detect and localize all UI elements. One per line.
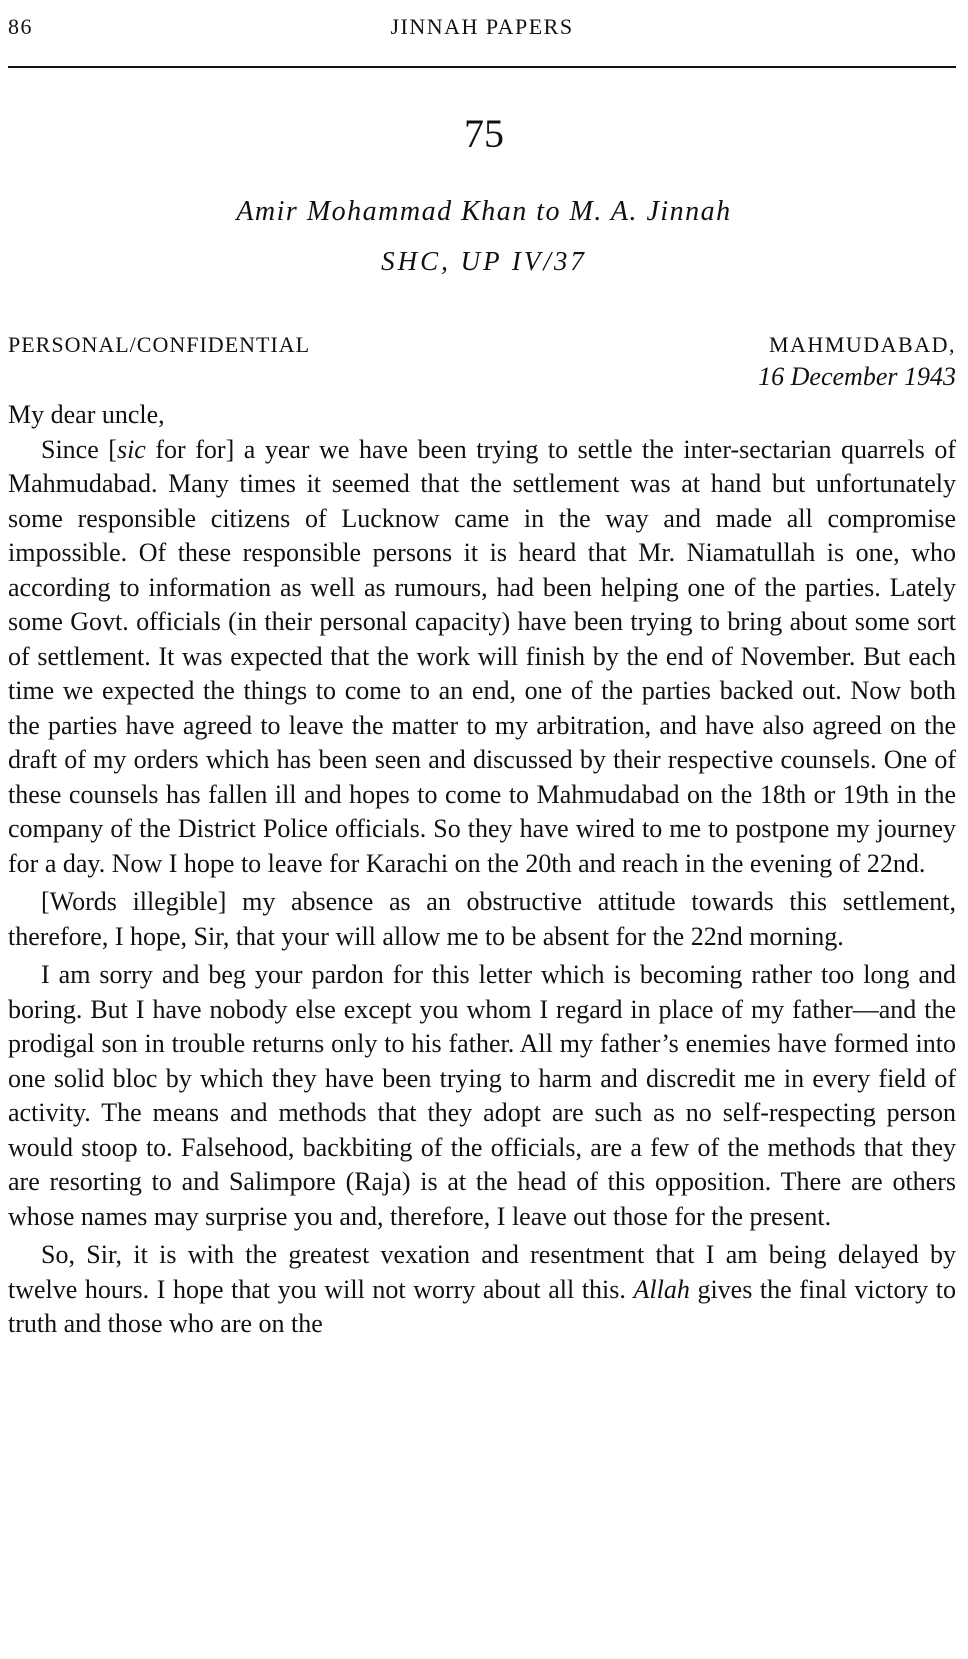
document-title: Amir Mohammad Khan to M. A. Jinnah <box>236 196 732 227</box>
paragraph-4-text-a: So, Sir, it is with the greatest vexation and resentment that I am being delayed by twelve hours. I hope that you will not worry about all this. <box>8 1240 956 1304</box>
letter-date: 16 December 1943 <box>758 362 956 391</box>
running-header <box>8 14 956 46</box>
sic-note: sic <box>116 434 146 464</box>
paragraph-1-text-b: for for] a year we have been trying to settle the inter-sectarian quarrels of Mahmudabad. Many times it seemed that the settlement was at hand but unfortunately some responsible citizens of Lucknow came in the way and made all compromise impossible. Of these responsible persons it is heard that Mr. Niamatullah is one, who according to information as well as rumours, had been helping one of the parties. Lately some Govt. officials (in their personal capacity) have been trying to bring about some sort of settlement. It was expected that the work will finish by the end of November. But each time we expected the things to come to an end, one of the parties backed out. Now both the parties have agreed to leave the matter to my arbitration, and have also agreed on the draft of my orders which has been seen and discussed by their respective counsels. One of these counsels has fallen ill and hopes to come to Mahmudabad on the 18th or 19th in the company of the District Police officials. So they have wired to me to postpone my journey for a day. Now I hope to leave for Karachi on the 20th and reach in the evening of 22nd. <box>8 434 956 878</box>
header-rule <box>8 66 956 68</box>
paragraph-3: I am sorry and beg your pardon for this letter which is becoming rather too long and boring. But I have nobody else except you whom I regard in place of my father—and the prodigal son in trouble returns only to his father. All my father’s enemies have formed into one solid bloc by which they have been trying to harm and discredit me in every field of activity. The means and methods that they adopt are such as no self-respecting person would stoop to. Falsehood, backbiting of the officials, are a few of the methods that they are resorting to and Salimpore (Raja) is at the head of this opposition. There are others whose names may surprise you and, therefore, I leave out those for the present. <box>8 960 956 1231</box>
document-number: 75 <box>464 111 504 156</box>
paragraph-1-text-a: Since [ <box>41 434 117 464</box>
page-number: 86 <box>8 14 33 39</box>
classification-label: PERSONAL/CONFIDENTIAL <box>8 332 311 357</box>
book-title: JINNAH PAPERS <box>390 14 574 39</box>
allah-word: Allah <box>633 1274 690 1304</box>
paragraph-1 <box>8 433 956 882</box>
letter-place: MAHMUDABAD, <box>768 332 956 357</box>
letter-body <box>8 398 956 1342</box>
document-source: SHC, UP IV/37 <box>381 246 587 276</box>
salutation: My dear uncle, <box>8 400 165 429</box>
paragraph-2: [Words illegible] my absence as an obstructive attitude towards this settlement, therefore, I hope, Sir, that your will allow me to be absent for the 22nd morning. <box>8 887 956 951</box>
paragraph-4 <box>8 1238 956 1342</box>
paragraph-4-text-b: gives the final victory to truth and those who are on the <box>8 1274 956 1338</box>
